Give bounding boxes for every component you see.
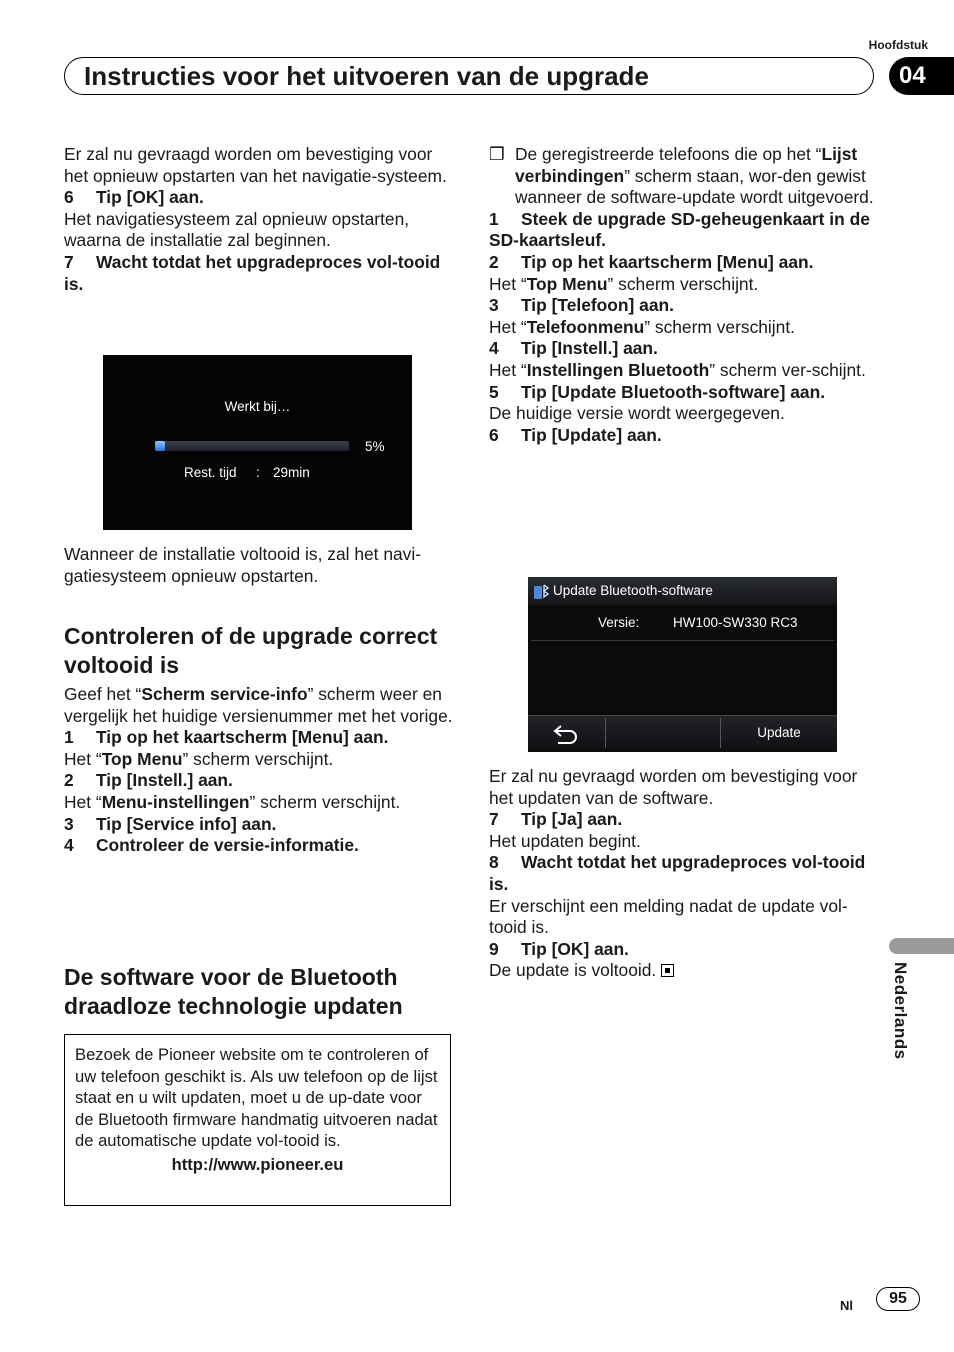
language-code: Nl (840, 1298, 853, 1313)
right-column (489, 144, 881, 446)
section-heading-check: Controleren of de upgrade correct voltooid is (64, 623, 438, 678)
section-check-body (64, 684, 454, 857)
bt-step-8-title: 8 Wacht totdat het upgradeproces vol-tooid is. (489, 852, 866, 894)
bottom-bar-divider (605, 718, 606, 748)
check-step-2-text: Het “Menu-instellingen” scherm verschijnt. (64, 791, 401, 812)
language-side-tab (889, 938, 954, 954)
page-number: 95 (876, 1287, 920, 1311)
bt-step-9-text: De update is voltooid. (489, 960, 881, 982)
update-button[interactable]: Update (757, 725, 801, 740)
chapter-label: Hoofdstuk (868, 38, 928, 52)
step-6-text: Het navigatiesysteem zal opnieuw opstarten, waarna de installatie zal beginnen. (64, 208, 410, 251)
bt-step-1-title: 1 Steek de upgrade SD-geheugenkaart in de SD-kaartsleuf. (489, 208, 870, 251)
page-title: Instructies voor het uitvoeren van de upgrade (84, 61, 649, 91)
bt-step-4-title: 4 Tip [Instell.] aan. (489, 338, 658, 359)
progress-status-text: Werkt bij… (224, 399, 291, 414)
left-column (64, 144, 452, 295)
info-box (64, 1034, 451, 1206)
info-box-text: Bezoek de Pioneer website om te controleren of uw telefoon geschikt is. Als uw telefoon op de lijst staat en u wilt updaten, moet u de up-date voor de Bluetooth firmware handmatig uitvoeren nadat de automatische update vol-tooid is. (75, 1045, 438, 1151)
bt-step-7-text: Het updaten begint. (489, 830, 641, 851)
step-6-title: 6 Tip [OK] aan. (64, 187, 204, 208)
bt-step-4-text: Het “Instellingen Bluetooth” scherm ver-schijnt. (489, 359, 866, 380)
section-heading-bluetooth: De software voor de Bluetooth draadloze technologie updaten (64, 964, 403, 1019)
bt-step-5-title: 5 Tip [Update Bluetooth-software] aan. (489, 381, 826, 402)
check-step-4-title: 4 Controleer de versie-informatie. (64, 835, 359, 856)
bt-step-2-text: Het “Top Menu” scherm verschijnt. (489, 273, 759, 294)
rest-time-value: 29min (273, 465, 310, 480)
bluetooth-update-screenshot (528, 577, 837, 751)
update-progress-screenshot (103, 355, 412, 530)
back-arrow-icon[interactable] (552, 723, 580, 745)
note-block (489, 144, 881, 209)
intro-text: Er zal nu gevraagd worden om bevestiging voor het opnieuw opstarten van het navigatie-systeem. (64, 144, 447, 186)
bluetooth-phone-icon (532, 582, 552, 600)
rest-time-separator: : (256, 465, 260, 480)
pioneer-url-link[interactable]: http://www.pioneer.eu (171, 1154, 344, 1174)
version-label: Versie: (598, 615, 640, 630)
after-install-block (64, 544, 452, 587)
confirm-text: Er zal nu gevraagd worden om bevestiging voor het updaten van de software. (489, 766, 858, 808)
check-step-2-title: 2 Tip [Instell.] aan. (64, 770, 233, 791)
after-install-text: Wanneer de installatie voltooid is, zal het navi-gatiesysteem opnieuw opstarten. (64, 544, 422, 586)
section-check-intro: Geef het “Scherm service-info” scherm weer en vergelijk het huidige versienummer met het vorige. (64, 684, 453, 726)
bt-step-8-text: Er verschijnt een melding nadat de update vol-tooid is. (489, 895, 848, 938)
note-checkbox-icon: ❒ (489, 144, 505, 164)
rest-time-label: Rest. tijd (184, 465, 237, 480)
screen-title: Update Bluetooth-software (553, 583, 713, 598)
bt-step-9-title: 9 Tip [OK] aan. (489, 938, 629, 959)
note-text: De geregistreerde telefoons die op het “Lijst verbindingen” scherm staan, wor-den gewist wanneer de software-update wordt uitgevoerd. (515, 144, 874, 208)
bt-step-7-title: 7 Tip [Ja] aan. (489, 809, 623, 830)
progress-bar-track (155, 441, 349, 451)
bt-step-6-title: 6 Tip [Update] aan. (489, 424, 662, 445)
check-step-1-title: 1 Tip op het kaartscherm [Menu] aan. (64, 727, 389, 748)
bt-step-5-text: De huidige versie wordt weergegeven. (489, 403, 785, 424)
language-side-label: Nederlands (891, 962, 910, 1060)
right-column-lower (489, 766, 881, 982)
progress-percent: 5% (365, 439, 385, 454)
progress-bar-fill (155, 441, 165, 451)
check-step-3-title: 3 Tip [Service info] aan. (64, 813, 277, 834)
version-value: HW100-SW330 RC3 (673, 615, 798, 630)
chapter-number-badge: 04 (889, 57, 954, 95)
bt-step-3-title: 3 Tip [Telefoon] aan. (489, 295, 674, 316)
end-mark-icon (661, 964, 674, 977)
check-step-1-text: Het “Top Menu” scherm verschijnt. (64, 748, 334, 769)
bt-step-2-title: 2 Tip op het kaartscherm [Menu] aan. (489, 251, 814, 272)
bt-step-3-text: Het “Telefoonmenu” scherm verschijnt. (489, 316, 795, 337)
step-7-title: 7 Wacht totdat het upgradeproces vol-tooid is. (64, 251, 441, 294)
